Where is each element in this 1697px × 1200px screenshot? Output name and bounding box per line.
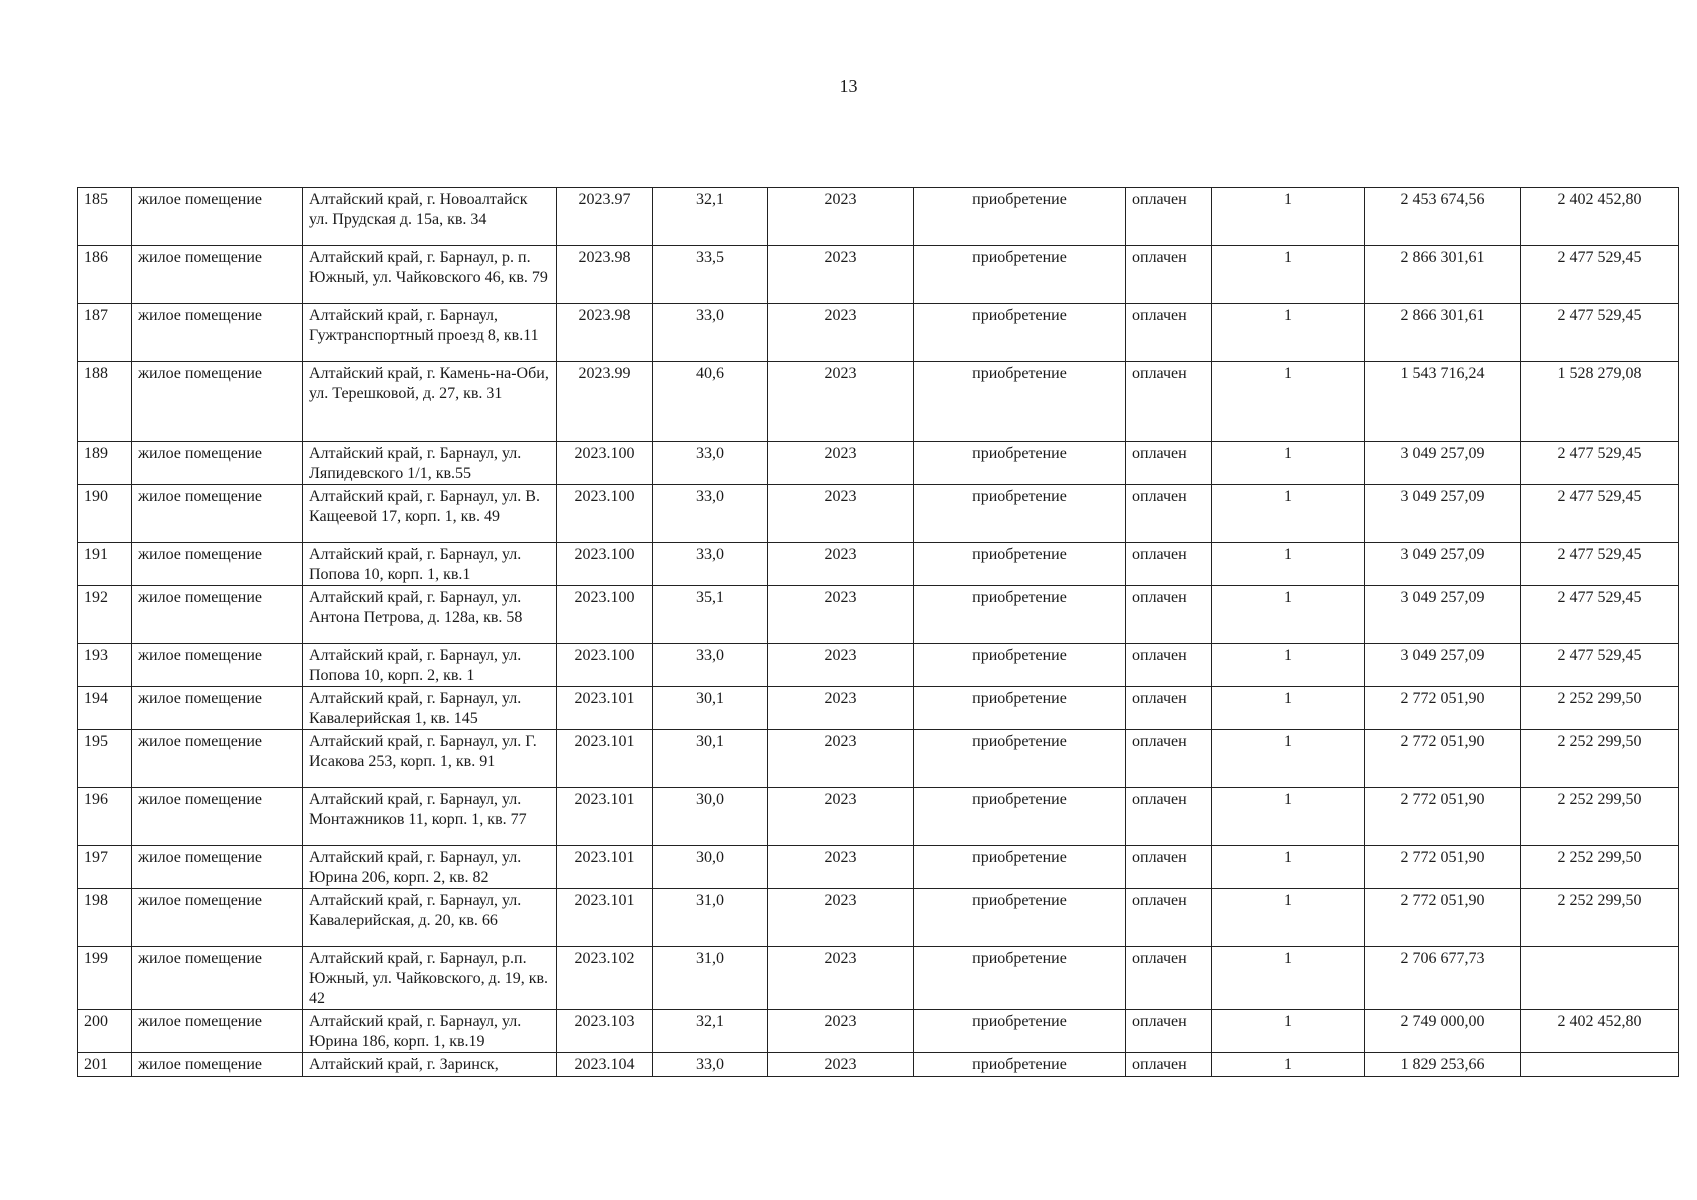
- property-type: жилое помещение: [132, 947, 303, 1010]
- area-sqm: 33,5: [653, 246, 768, 304]
- standard-cost: 2 252 299,50: [1521, 687, 1679, 730]
- property-type: жилое помещение: [132, 246, 303, 304]
- quantity: 1: [1212, 304, 1365, 362]
- payment-status: оплачен: [1126, 1053, 1212, 1077]
- quantity: 1: [1212, 644, 1365, 687]
- acquisition-method: приобретение: [914, 788, 1126, 846]
- record-code: 2023.101: [557, 687, 653, 730]
- acquisition-method: приобретение: [914, 188, 1126, 246]
- table-row: [78, 730, 1679, 788]
- property-address: Алтайский край, г. Барнаул, ул. Кавалерийская 1, кв. 145: [303, 687, 557, 730]
- contract-price: 3 049 257,09: [1365, 586, 1521, 644]
- record-code: 2023.100: [557, 644, 653, 687]
- payment-status: оплачен: [1126, 246, 1212, 304]
- payment-status: оплачен: [1126, 586, 1212, 644]
- row-number: 199: [78, 947, 132, 1010]
- row-number: 185: [78, 188, 132, 246]
- acquisition-method: приобретение: [914, 889, 1126, 947]
- quantity: 1: [1212, 788, 1365, 846]
- standard-cost: 2 477 529,45: [1521, 586, 1679, 644]
- year: 2023: [768, 788, 914, 846]
- standard-cost: 2 252 299,50: [1521, 846, 1679, 889]
- acquisition-method: приобретение: [914, 1053, 1126, 1077]
- table-row: [78, 246, 1679, 304]
- record-code: 2023.100: [557, 586, 653, 644]
- year: 2023: [768, 730, 914, 788]
- property-registry-table: [77, 187, 1679, 1077]
- contract-price: 2 772 051,90: [1365, 687, 1521, 730]
- table-row: [78, 1053, 1679, 1077]
- record-code: 2023.101: [557, 889, 653, 947]
- table-row: [78, 188, 1679, 246]
- acquisition-method: приобретение: [914, 485, 1126, 543]
- area-sqm: 30,0: [653, 846, 768, 889]
- property-address: Алтайский край, г. Барнаул, ул. Г. Исакова 253, корп. 1, кв. 91: [303, 730, 557, 788]
- property-type: жилое помещение: [132, 889, 303, 947]
- contract-price: 3 049 257,09: [1365, 442, 1521, 485]
- property-type: жилое помещение: [132, 304, 303, 362]
- record-code: 2023.102: [557, 947, 653, 1010]
- year: 2023: [768, 586, 914, 644]
- property-address: Алтайский край, г. Барнаул, р. п. Южный, ул. Чайковского 46, кв. 79: [303, 246, 557, 304]
- table-row: [78, 947, 1679, 1010]
- payment-status: оплачен: [1126, 188, 1212, 246]
- page-number: 13: [839, 76, 858, 96]
- year: 2023: [768, 1053, 914, 1077]
- quantity: 1: [1212, 543, 1365, 586]
- property-type: жилое помещение: [132, 485, 303, 543]
- acquisition-method: приобретение: [914, 687, 1126, 730]
- standard-cost: [1521, 947, 1679, 1010]
- record-code: 2023.97: [557, 188, 653, 246]
- row-number: 200: [78, 1010, 132, 1053]
- area-sqm: 33,0: [653, 543, 768, 586]
- standard-cost: 2 252 299,50: [1521, 889, 1679, 947]
- standard-cost: [1521, 1053, 1679, 1077]
- payment-status: оплачен: [1126, 362, 1212, 442]
- year: 2023: [768, 644, 914, 687]
- area-sqm: 32,1: [653, 1010, 768, 1053]
- acquisition-method: приобретение: [914, 1010, 1126, 1053]
- contract-price: 2 749 000,00: [1365, 1010, 1521, 1053]
- row-number: 186: [78, 246, 132, 304]
- area-sqm: 30,1: [653, 730, 768, 788]
- property-address: Алтайский край, г. Барнаул, ул. В. Кащеевой 17, корп. 1, кв. 49: [303, 485, 557, 543]
- year: 2023: [768, 304, 914, 362]
- table-body: [78, 188, 1679, 1077]
- property-type: жилое помещение: [132, 687, 303, 730]
- contract-price: 3 049 257,09: [1365, 644, 1521, 687]
- record-code: 2023.100: [557, 442, 653, 485]
- payment-status: оплачен: [1126, 644, 1212, 687]
- table-row: [78, 485, 1679, 543]
- property-address: Алтайский край, г. Барнаул, Гужтранспортный проезд 8, кв.11: [303, 304, 557, 362]
- record-code: 2023.100: [557, 543, 653, 586]
- table-row: [78, 687, 1679, 730]
- area-sqm: 32,1: [653, 188, 768, 246]
- record-code: 2023.101: [557, 788, 653, 846]
- property-type: жилое помещение: [132, 730, 303, 788]
- property-type: жилое помещение: [132, 188, 303, 246]
- row-number: 190: [78, 485, 132, 543]
- row-number: 187: [78, 304, 132, 362]
- table-row: [78, 304, 1679, 362]
- row-number: 201: [78, 1053, 132, 1077]
- area-sqm: 33,0: [653, 304, 768, 362]
- standard-cost: 2 252 299,50: [1521, 730, 1679, 788]
- area-sqm: 31,0: [653, 947, 768, 1010]
- contract-price: 2 866 301,61: [1365, 246, 1521, 304]
- property-type: жилое помещение: [132, 1010, 303, 1053]
- contract-price: 2 772 051,90: [1365, 788, 1521, 846]
- contract-price: 3 049 257,09: [1365, 485, 1521, 543]
- table-row: [78, 586, 1679, 644]
- acquisition-method: приобретение: [914, 543, 1126, 586]
- acquisition-method: приобретение: [914, 947, 1126, 1010]
- property-type: жилое помещение: [132, 644, 303, 687]
- payment-status: оплачен: [1126, 442, 1212, 485]
- quantity: 1: [1212, 485, 1365, 543]
- acquisition-method: приобретение: [914, 586, 1126, 644]
- property-type: жилое помещение: [132, 362, 303, 442]
- year: 2023: [768, 485, 914, 543]
- year: 2023: [768, 1010, 914, 1053]
- quantity: 1: [1212, 188, 1365, 246]
- quantity: 1: [1212, 362, 1365, 442]
- property-type: жилое помещение: [132, 586, 303, 644]
- acquisition-method: приобретение: [914, 304, 1126, 362]
- contract-price: 2 772 051,90: [1365, 730, 1521, 788]
- payment-status: оплачен: [1126, 687, 1212, 730]
- payment-status: оплачен: [1126, 889, 1212, 947]
- row-number: 188: [78, 362, 132, 442]
- standard-cost: 2 477 529,45: [1521, 543, 1679, 586]
- property-address: Алтайский край, г. Барнаул, ул. Кавалерийская, д. 20, кв. 66: [303, 889, 557, 947]
- table-row: [78, 889, 1679, 947]
- table-row: [78, 442, 1679, 485]
- standard-cost: 2 477 529,45: [1521, 304, 1679, 362]
- property-address: Алтайский край, г. Барнаул, ул. Юрина 206, корп. 2, кв. 82: [303, 846, 557, 889]
- table-row: [78, 362, 1679, 442]
- standard-cost: 1 528 279,08: [1521, 362, 1679, 442]
- area-sqm: 30,0: [653, 788, 768, 846]
- quantity: 1: [1212, 442, 1365, 485]
- row-number: 189: [78, 442, 132, 485]
- year: 2023: [768, 362, 914, 442]
- year: 2023: [768, 687, 914, 730]
- row-number: 197: [78, 846, 132, 889]
- property-address: Алтайский край, г. Новоалтайск ул. Прудская д. 15а, кв. 34: [303, 188, 557, 246]
- year: 2023: [768, 947, 914, 1010]
- standard-cost: 2 477 529,45: [1521, 485, 1679, 543]
- property-type: жилое помещение: [132, 1053, 303, 1077]
- record-code: 2023.100: [557, 485, 653, 543]
- property-type: жилое помещение: [132, 442, 303, 485]
- acquisition-method: приобретение: [914, 846, 1126, 889]
- record-code: 2023.99: [557, 362, 653, 442]
- contract-price: 2 706 677,73: [1365, 947, 1521, 1010]
- property-address: Алтайский край, г. Барнаул, ул. Антона Петрова, д. 128а, кв. 58: [303, 586, 557, 644]
- contract-price: 2 866 301,61: [1365, 304, 1521, 362]
- year: 2023: [768, 442, 914, 485]
- table-row: [78, 644, 1679, 687]
- property-address: Алтайский край, г. Камень-на-Оби, ул. Терешковой, д. 27, кв. 31: [303, 362, 557, 442]
- property-address: Алтайский край, г. Барнаул, ул. Ляпидевского 1/1, кв.55: [303, 442, 557, 485]
- area-sqm: 33,0: [653, 1053, 768, 1077]
- contract-price: 1 829 253,66: [1365, 1053, 1521, 1077]
- payment-status: оплачен: [1126, 485, 1212, 543]
- quantity: 1: [1212, 246, 1365, 304]
- quantity: 1: [1212, 889, 1365, 947]
- record-code: 2023.98: [557, 304, 653, 362]
- table-row: [78, 1010, 1679, 1053]
- quantity: 1: [1212, 586, 1365, 644]
- area-sqm: 40,6: [653, 362, 768, 442]
- area-sqm: 33,0: [653, 485, 768, 543]
- payment-status: оплачен: [1126, 730, 1212, 788]
- year: 2023: [768, 889, 914, 947]
- row-number: 193: [78, 644, 132, 687]
- payment-status: оплачен: [1126, 788, 1212, 846]
- payment-status: оплачен: [1126, 543, 1212, 586]
- acquisition-method: приобретение: [914, 644, 1126, 687]
- record-code: 2023.104: [557, 1053, 653, 1077]
- property-address: Алтайский край, г. Барнаул, ул. Монтажников 11, корп. 1, кв. 77: [303, 788, 557, 846]
- standard-cost: 2 477 529,45: [1521, 246, 1679, 304]
- record-code: 2023.101: [557, 846, 653, 889]
- quantity: 1: [1212, 1053, 1365, 1077]
- property-address: Алтайский край, г. Барнаул, ул. Попова 10, корп. 2, кв. 1: [303, 644, 557, 687]
- table-row: [78, 543, 1679, 586]
- property-type: жилое помещение: [132, 846, 303, 889]
- acquisition-method: приобретение: [914, 730, 1126, 788]
- row-number: 195: [78, 730, 132, 788]
- acquisition-method: приобретение: [914, 442, 1126, 485]
- quantity: 1: [1212, 687, 1365, 730]
- area-sqm: 35,1: [653, 586, 768, 644]
- quantity: 1: [1212, 1010, 1365, 1053]
- standard-cost: 2 402 452,80: [1521, 1010, 1679, 1053]
- contract-price: 3 049 257,09: [1365, 543, 1521, 586]
- record-code: 2023.98: [557, 246, 653, 304]
- area-sqm: 33,0: [653, 644, 768, 687]
- standard-cost: 2 477 529,45: [1521, 644, 1679, 687]
- property-address: Алтайский край, г. Барнаул, ул. Юрина 186, корп. 1, кв.19: [303, 1010, 557, 1053]
- table-row: [78, 788, 1679, 846]
- payment-status: оплачен: [1126, 304, 1212, 362]
- payment-status: оплачен: [1126, 947, 1212, 1010]
- contract-price: 1 543 716,24: [1365, 362, 1521, 442]
- area-sqm: 31,0: [653, 889, 768, 947]
- property-address: Алтайский край, г. Барнаул, ул. Попова 10, корп. 1, кв.1: [303, 543, 557, 586]
- payment-status: оплачен: [1126, 846, 1212, 889]
- row-number: 194: [78, 687, 132, 730]
- property-type: жилое помещение: [132, 543, 303, 586]
- record-code: 2023.103: [557, 1010, 653, 1053]
- contract-price: 2 772 051,90: [1365, 846, 1521, 889]
- row-number: 196: [78, 788, 132, 846]
- property-type: жилое помещение: [132, 788, 303, 846]
- record-code: 2023.101: [557, 730, 653, 788]
- quantity: 1: [1212, 846, 1365, 889]
- area-sqm: 33,0: [653, 442, 768, 485]
- property-address: Алтайский край, г. Барнаул, р.п. Южный, ул. Чайковского, д. 19, кв. 42: [303, 947, 557, 1010]
- row-number: 198: [78, 889, 132, 947]
- acquisition-method: приобретение: [914, 246, 1126, 304]
- standard-cost: 2 252 299,50: [1521, 788, 1679, 846]
- property-address: Алтайский край, г. Заринск,: [303, 1053, 557, 1077]
- quantity: 1: [1212, 947, 1365, 1010]
- table-row: [78, 846, 1679, 889]
- year: 2023: [768, 188, 914, 246]
- acquisition-method: приобретение: [914, 362, 1126, 442]
- standard-cost: 2 477 529,45: [1521, 442, 1679, 485]
- quantity: 1: [1212, 730, 1365, 788]
- year: 2023: [768, 846, 914, 889]
- row-number: 191: [78, 543, 132, 586]
- year: 2023: [768, 543, 914, 586]
- contract-price: 2 772 051,90: [1365, 889, 1521, 947]
- contract-price: 2 453 674,56: [1365, 188, 1521, 246]
- standard-cost: 2 402 452,80: [1521, 188, 1679, 246]
- area-sqm: 30,1: [653, 687, 768, 730]
- row-number: 192: [78, 586, 132, 644]
- payment-status: оплачен: [1126, 1010, 1212, 1053]
- year: 2023: [768, 246, 914, 304]
